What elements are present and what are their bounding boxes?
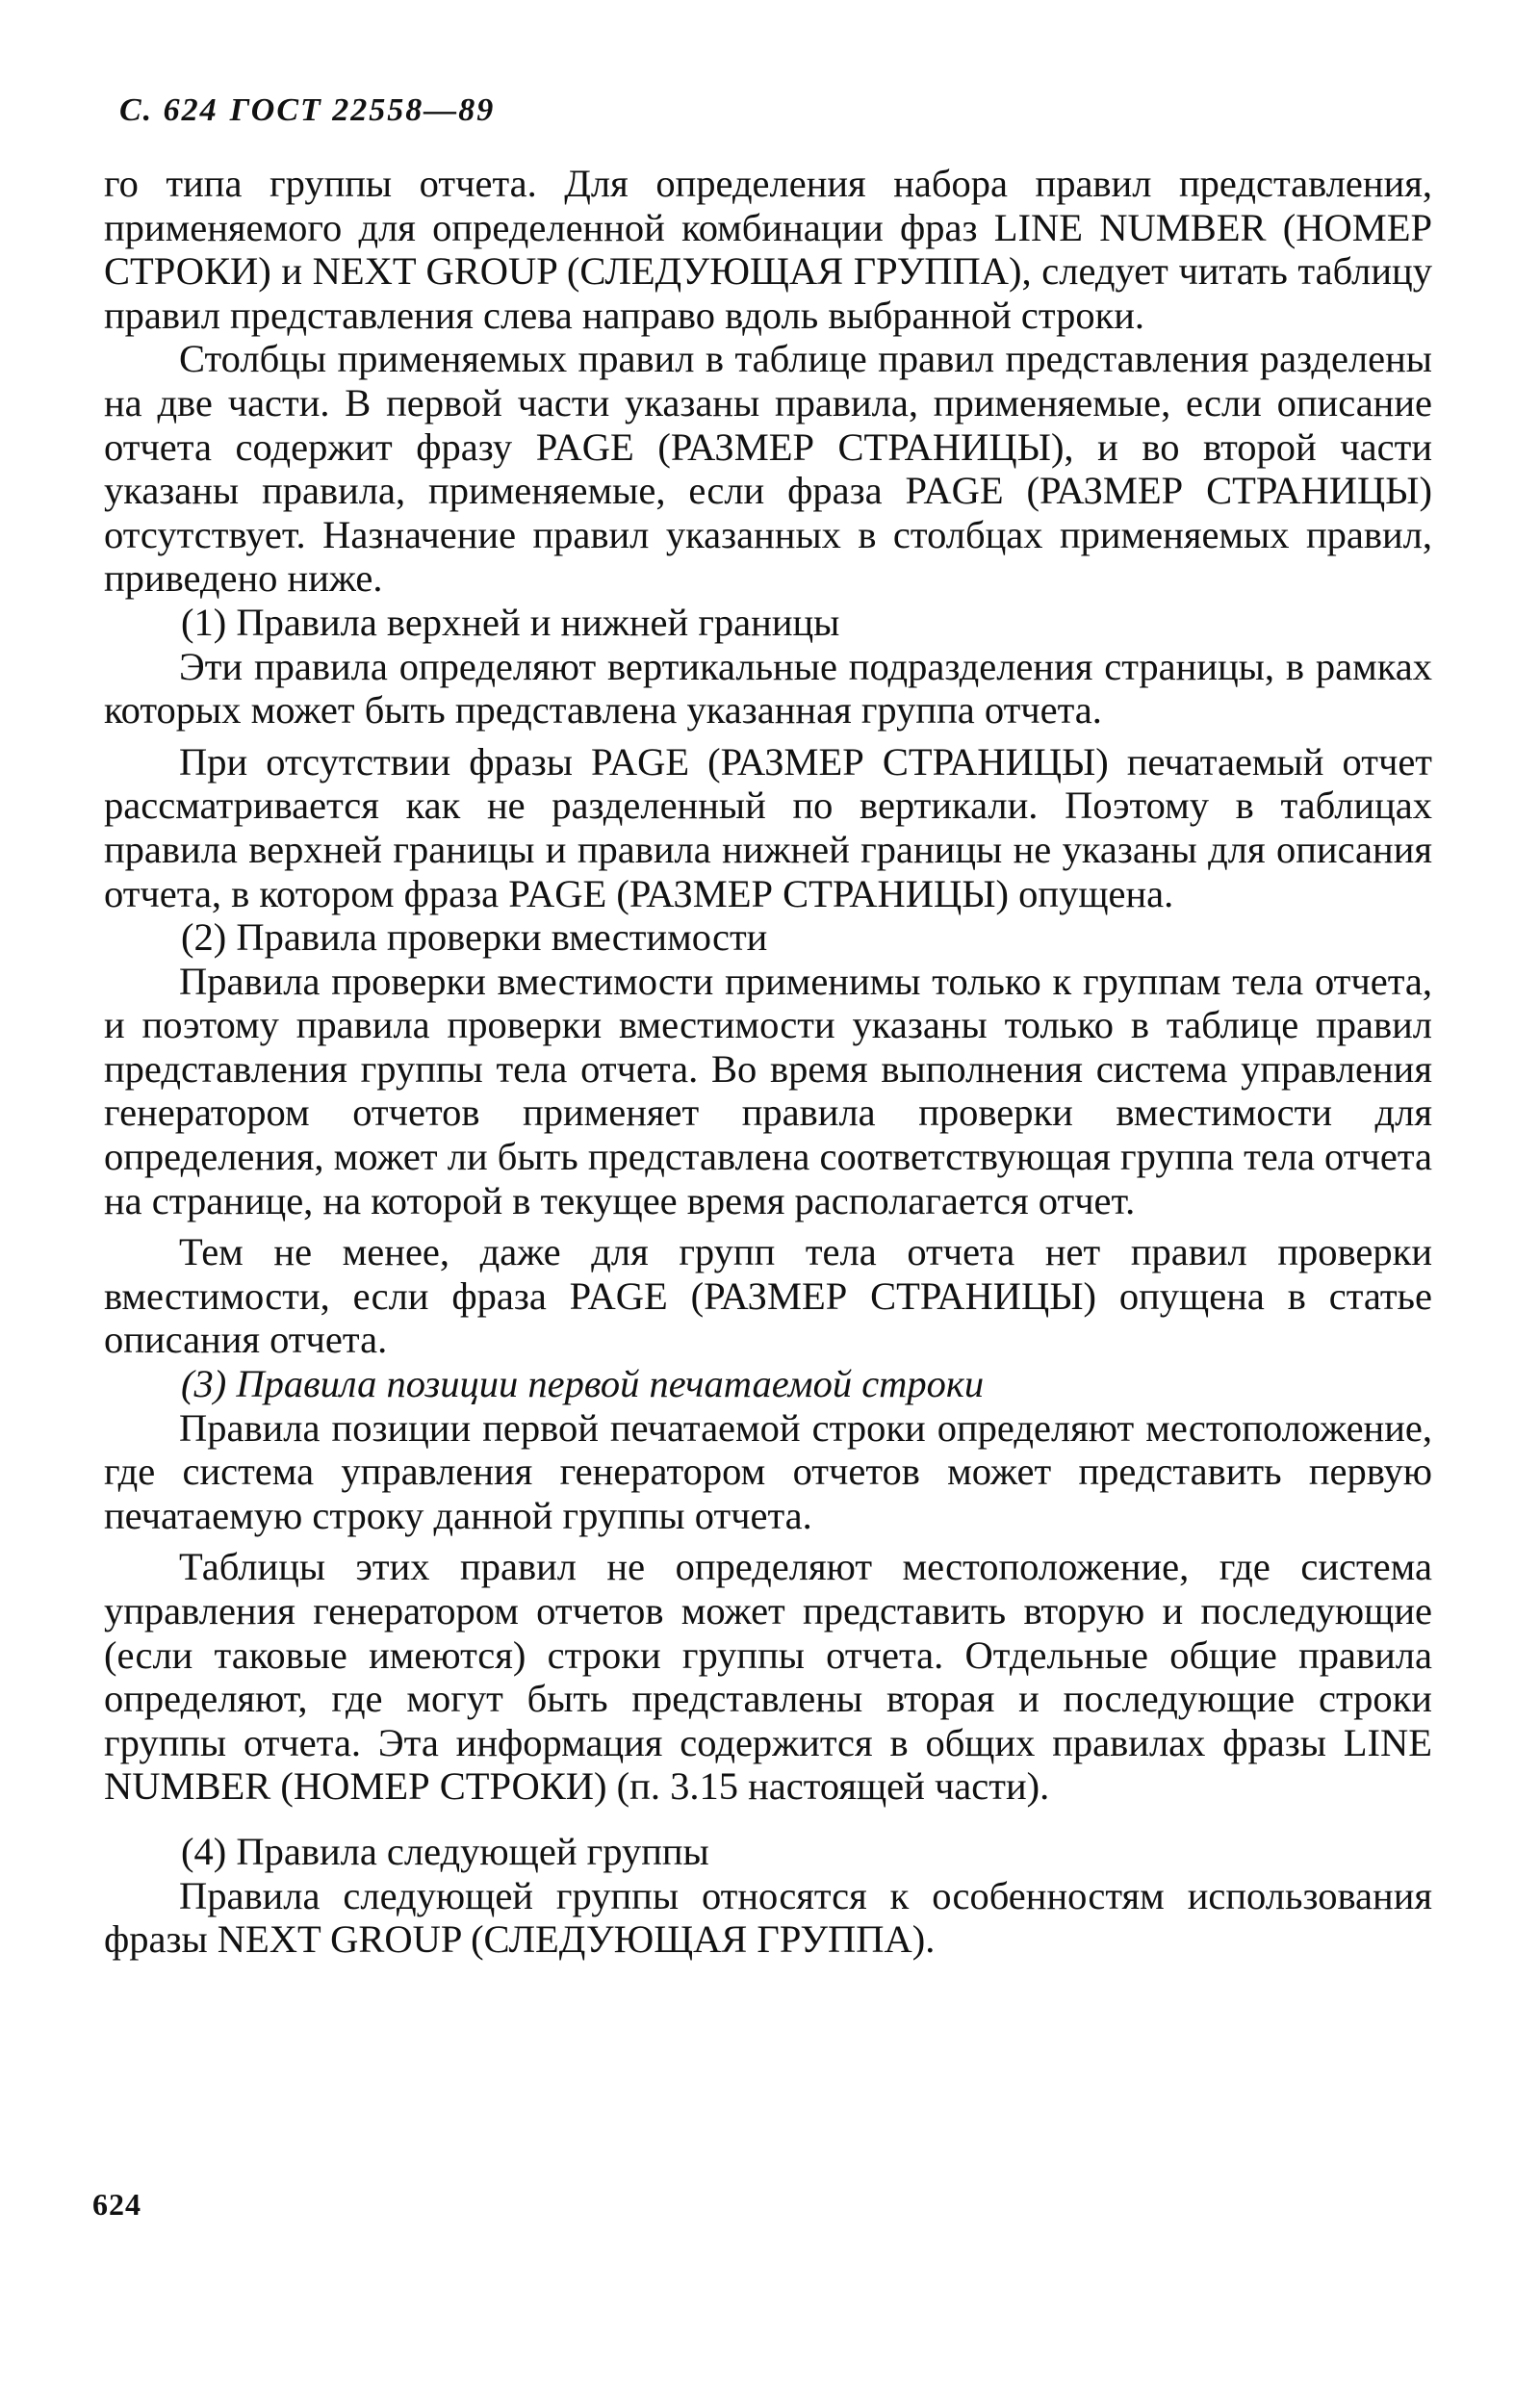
paragraph: Правила позиции первой печатаемой строки определяют местоположение, где система управления генератором отчетов может представить первую печатаемую строку данной группы отчета.: [104, 1405, 1432, 1537]
standard-designation: ГОСТ 22558—89: [229, 92, 496, 128]
section-heading-boundary-rules: (1) Правила верхней и нижней границы: [181, 600, 840, 644]
paragraph-columns-description: Столбцы применяемых правил в таблице правил представления разделены на две части. В первой части указаны правила, применяемые, если описание отчета содержит фразу PAGE (РАЗМЕР СТРАНИЦЫ), и во второй части указаны правила, применяемые, если фраза PAGE (РАЗМЕР СТРАНИЦЫ) отсутствует. Назначение правил указанных в столбцах применяемых правил, приведено ниже.: [104, 337, 1432, 601]
page-number: 624: [92, 2187, 141, 2222]
paragraph: Правила проверки вместимости применимы только к группам тела отчета, и поэтому правила проверки вместимости указаны только в таблице правил представления группы тела отчета. Во время выполнения система управления генератором отчетов применяет правила проверки вместимости для определения, может ли быть представлена соответствующая группа тела отчета на странице, на которой в текущее время располагается отчет.: [104, 959, 1432, 1222]
paragraph: При отсутствии фразы PAGE (РАЗМЕР СТРАНИЦЫ) печатаемый отчет рассматривается как не разделенный по вертикали. Поэтому в таблицах правила верхней границы и правила нижней границы не указаны для описания отчета, в котором фраза PAGE (РАЗМЕР СТРАНИЦЫ) опущена.: [104, 739, 1432, 915]
paragraph: Эти правила определяют вертикальные подразделения страницы, в рамках которых может быть представлена указанная группа отчета.: [104, 644, 1432, 733]
running-header: [119, 92, 495, 129]
page-reference: С. 624: [119, 92, 218, 128]
section-heading-first-line-rules: (3) Правила позиции первой печатаемой строки: [181, 1362, 985, 1406]
paragraph: Тем не менее, даже для групп тела отчета нет правил проверки вместимости, если фраза PAGE (РАЗМЕР СТРАНИЦЫ) опущена в статье описания отчета.: [104, 1230, 1432, 1362]
body-text: [104, 162, 1432, 1962]
paragraph: Таблицы этих правил не определяют местоположение, где система управления генератором отчетов может представить вторую и последующие (если таковые имеются) строки группы отчета. Отдельные общие правила определяют, где могут быть представлены вторая и последующие строки группы отчета. Эта информация содержится в общих правилах фразы LINE NUMBER (НОМЕР СТРОКИ) (п. 3.15 настоящей части).: [104, 1545, 1432, 1809]
section-heading-fit-test-rules: (2) Правила проверки вместимости: [181, 915, 768, 960]
section-heading-next-group-rules: (4) Правила следующей группы: [181, 1829, 709, 1873]
paragraph: Правила следующей группы относятся к особенностям использования фразы NEXT GROUP (СЛЕДУЮЩАЯ ГРУППА).: [104, 1873, 1432, 1962]
paragraph-continuation: го типа группы отчета. Для определения набора правил представления, применяемого для определенной комбинации фраз LINE NUMBER (НОМЕР СТРОКИ) и NEXT GROUP (СЛЕДУЮЩАЯ ГРУППА), следует читать таблицу правил представления слева направо вдоль выбранной строки.: [104, 162, 1432, 337]
